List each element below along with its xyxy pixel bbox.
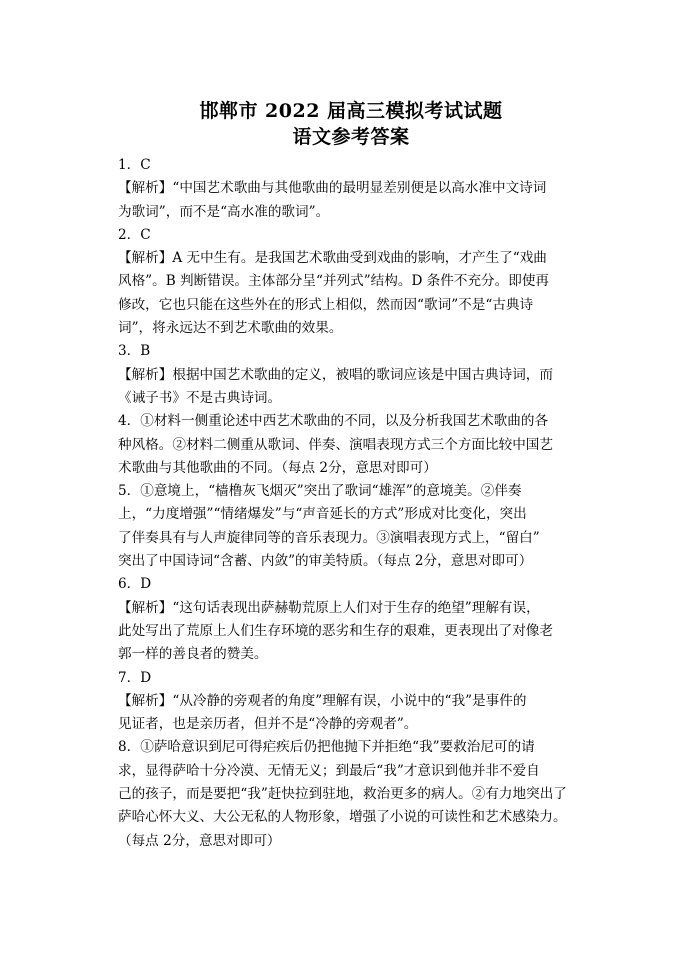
answer-line: 修改，它也只能在这些外在的形式上相似，然而因“歌词”不是“古典诗 [118, 296, 534, 313]
answer-line: 为歌词”，而不是“高水准的歌词”。 [118, 203, 330, 220]
answer-line: 【解析】“中国艺术歌曲与其他歌曲的最明显差别便是以高水准中文诗词 [118, 180, 547, 197]
answer-line: 突出了中国诗词“含蓄、内敛”的审美特质。（每点 2分，意思对即可） [118, 553, 533, 570]
answer-line: 2．C [118, 226, 151, 243]
answer-body [118, 154, 584, 853]
answer-line: 萨哈心怀大义、大公无私的人物形象，增强了小说的可读性和艺术感染力。 [118, 809, 567, 826]
answer-line: 【解析】“从冷静的旁观者的角度”理解有误，小说中的“我”是事件的 [118, 692, 527, 709]
answer-line: 【解析】“这句话表现出萨赫勒荒原上人们对于生存的绝望”理解有误， [118, 599, 540, 616]
answer-line: 【解析】A 无中生有。是我国艺术歌曲受到戏曲的影响，才产生了“戏曲 [118, 250, 547, 267]
answer-line: （每点 2分，意思对即可） [118, 832, 281, 849]
answer-line: 风格”。B 判断错误。主体部分呈“并列式”结构。D 条件不充分。即使再 [118, 273, 550, 290]
answer-line: 了伴奏具有与人声旋律同等的音乐表现力。③演唱表现方式上，“留白” [118, 529, 540, 546]
answer-line: 7．D [118, 669, 152, 686]
answer-line: 6．D [118, 576, 152, 593]
answer-line: 郭一样的善良者的赞美。 [118, 646, 268, 663]
answer-line: 己的孩子，而是要把“我”赶快拉到驻地，救治更多的病人。②有力地突出了 [118, 786, 567, 803]
document-subtitle: 语文参考答案 [292, 126, 410, 148]
answer-line: 3．B [118, 343, 151, 360]
answer-line: 4．①材料一侧重论述中西艺术歌曲的不同，以及分析我国艺术歌曲的各 [118, 413, 549, 430]
document-title: 邯郸市 2022 届高三模拟考试试题 [199, 100, 503, 122]
answer-line: 此处写出了荒原上人们生存环境的恶劣和生存的艰难，更表现出了对像老 [118, 622, 553, 639]
answer-line: 求，显得萨哈十分冷漠、无情无义；到最后“我”才意识到他并非不爱自 [118, 762, 540, 779]
answer-line: 5．①意境上，“樯橹灰飞烟灭”突出了歌词“雄浑”的意境美。②伴奏 [118, 483, 522, 500]
answer-line: 8．①萨哈意识到尼可得疟疾后仍把他抛下并拒绝“我”要救治尼可的请 [118, 739, 535, 756]
answer-line: 《诫子书》不是古典诗词。 [118, 389, 282, 406]
answer-line: 1．C [118, 157, 151, 173]
answer-line: 见证者，也是亲历者，但并不是“冷静的旁观者”。 [118, 716, 418, 733]
answer-line: 词”，将永远达不到艺术歌曲的效果。 [118, 320, 343, 337]
answer-line: 术歌曲与其他歌曲的不同。（每点 2分，意思对即可） [118, 459, 437, 476]
answer-line: 上，“力度增强”“情绪爆发”与“声音延长的方式”形成对比变化，突出 [118, 506, 527, 523]
answer-line: 【解析】根据中国艺术歌曲的定义，被唱的歌词应该是中国古典诗词，而 [118, 366, 553, 383]
answer-line: 种风格。②材料二侧重从歌词、伴奏、演唱表现方式三个方面比较中国艺 [118, 436, 553, 453]
